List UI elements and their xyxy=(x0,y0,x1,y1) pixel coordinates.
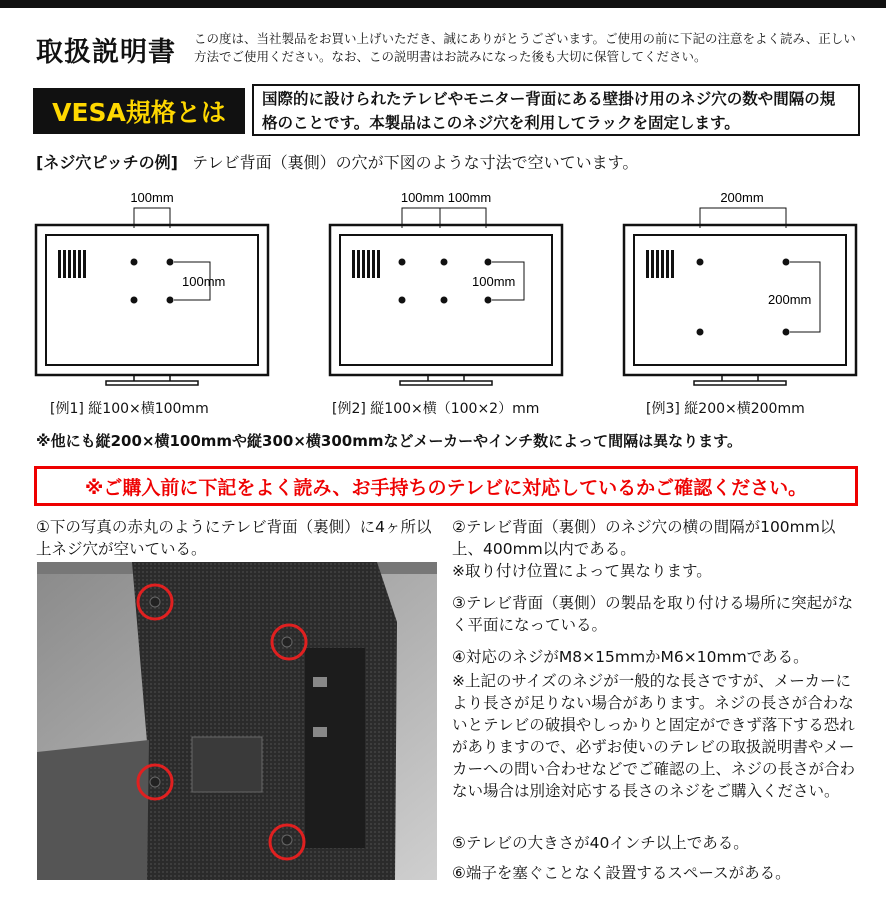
example-3-caption: [例3] 縦200×横200mm xyxy=(646,401,805,417)
example-2-top-label: 100mm 100mm xyxy=(400,190,492,205)
example-3-side-label: 200mm xyxy=(768,292,812,307)
example-2-side-label: 100mm xyxy=(472,274,516,289)
vent-icon xyxy=(58,250,86,278)
top-bar xyxy=(0,0,886,8)
example-1-side-label: 100mm xyxy=(182,274,226,289)
pitch-heading-label: [ネジ穴ピッチの例] xyxy=(36,153,178,172)
vent-icon xyxy=(352,250,380,278)
requirement-1: ①下の写真の赤丸のようにテレビ背面（裏側）に4ヶ所以上ネジ穴が空いている。 xyxy=(36,518,432,558)
vent-icon xyxy=(646,250,674,278)
intro-text: この度は、当社製品をお買い上げいただき、誠にありがとうございます。ご使用の前に下記の注意をよく読み、正しい方法でご使用ください。なお、この説明書はお読みになった後も大切に保管してください。 xyxy=(194,31,856,64)
example-2-caption: [例2] 縦100×横（100×2）mm xyxy=(332,401,540,417)
example-1-caption: [例1] 縦100×横100mm xyxy=(50,401,209,417)
example-2-diagram xyxy=(328,180,566,390)
requirement-2: ②テレビ背面（裏側）のネジ穴の横の間隔が100mm以上、400mm以内である。 xyxy=(452,518,836,558)
requirement-5: ⑤テレビの大きさが40インチ以上である。 xyxy=(452,834,749,852)
example-3-diagram xyxy=(622,180,860,390)
warning-banner: ※ご購入前に下記をよく読み、お手持ちのテレビに対応しているかご確認ください。 xyxy=(34,466,858,506)
vesa-description: 国際的に設けられたテレビやモニター背面にある壁掛け用のネジ穴の数や間隔の規格のことです。本製品はこのネジ穴を利用してラックを固定します。 xyxy=(252,84,860,136)
page-title: 取扱説明書 xyxy=(36,37,176,68)
pitch-subtitle: テレビ背面（裏側）の穴が下図のような寸法で空いています。 xyxy=(192,153,639,172)
requirement-4: ④対応のネジがM8×15mmかM6×10mmである。 xyxy=(452,648,809,666)
example-1-diagram xyxy=(34,180,272,390)
requirement-4-note: ※上記のサイズのネジが一般的な長さですが、メーカーにより長さが足りない場合があります。ネジの長さが合わないとテレビの破損やしっかりと固定ができず落下する恐れがありますので、必ずお使いのテレビの取扱説明書やメーカーへの問い合わせなどでご確認の上、ネジの長さが合わない場合は別途対応する長さのネジをご購入ください。 xyxy=(452,672,856,800)
vesa-label: VESA規格とは xyxy=(33,88,245,134)
example-3-top-label: 200mm xyxy=(720,190,764,205)
requirement-2-note: ※取り付け位置によって異なります。 xyxy=(452,562,712,580)
requirement-6: ⑥端子を塞ぐことなく設置するスペースがある。 xyxy=(452,864,791,882)
tv-back-image xyxy=(37,562,437,880)
requirement-3: ③テレビ背面（裏側）の製品を取り付ける場所に突起がなく平面になっている。 xyxy=(452,594,854,634)
example-1-top-label: 100mm xyxy=(130,190,174,205)
tv-back-photo xyxy=(37,562,437,880)
pitch-heading xyxy=(36,150,638,173)
note-other-sizes: ※他にも縦200×横100mmや縦300×横300mmなどメーカーやインチ数によって間隔は異なります。 xyxy=(36,432,742,450)
